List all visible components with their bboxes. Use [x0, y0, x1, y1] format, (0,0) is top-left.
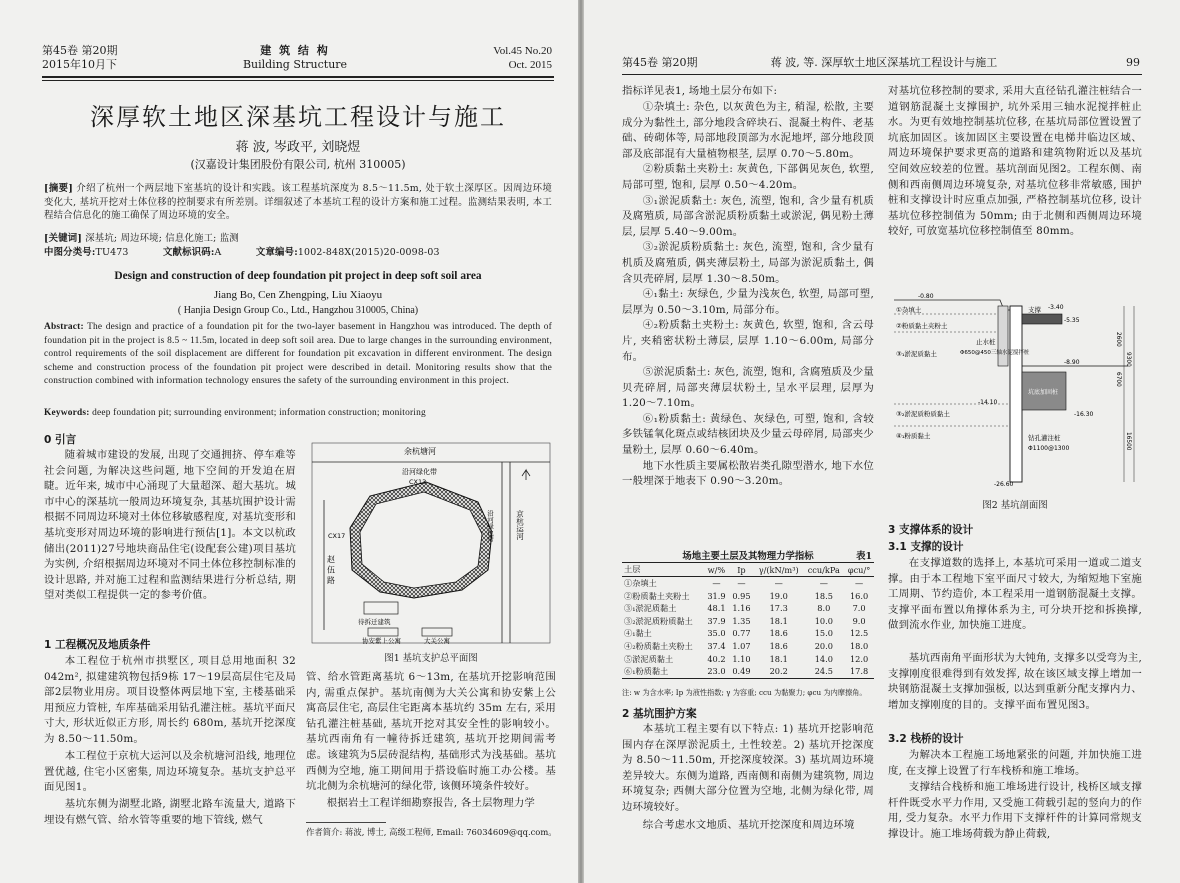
table-cell: 37.9 [707, 615, 726, 626]
section-0-heading: 0 引言 [44, 434, 77, 446]
table-row [622, 590, 874, 603]
soil-layer: ④₁黏土: 灰绿色, 少量为浅灰色, 软塑, 局部可塑, 层厚为 0.50～3.10m, 局部分布。 [622, 288, 874, 316]
table-row [622, 602, 874, 615]
table-cell: 0.95 [732, 590, 751, 601]
table-cell: 17.8 [849, 666, 869, 677]
fig2-level-080: -0.80 [918, 293, 934, 300]
table-cell: ④₁黏土 [624, 628, 652, 639]
fig2-pile-spec: Φ1100@1300 [1028, 445, 1070, 452]
overview-paragraph-2: 本工程位于京杭大运河以及余杭塘河沿线, 地理位置优越, 住宅小区密集, 周边环境复杂。基坑支护总平面见图1。 [44, 750, 296, 794]
fig1-greenbelt2-label: 沿河绿化带 [486, 510, 494, 543]
table-cell: 31.9 [707, 590, 726, 601]
intro-paragraph: 随着城市建设的发展, 出现了交通拥挤、停车难等社会问题, 为解决这些问题, 地下空间的开发迫在眉睫。近年来, 城市中心涌现了大量超深、超大基坑。城市中心的深基坑一般周边环境复杂, 其基坑围护设计需根据不同周边环境对土体位移敏感程度, 对基坑变形和基坑变形对周边环境的影响进行预估[1]。本文以杭政储出(2011)27号地块商品住宅(设配套公建)项目基坑为实例, 介绍根据周边环境对不同土体位移控制标准的设计思路, 并对施工过程和监测结果进行分析总结, 期望对类似工程提供一定的参考价值。 [44, 449, 296, 602]
table-cell: 40.2 [707, 653, 726, 664]
strut-design-paragraph-1: 在支撑道数的选择上, 本基坑可采用一道或二道支撑。由于本工程地下室平面尺寸较大, 为缩短地下室施工周期、节约造价, 本工程采用一道钢筋混凝土支撑。支撑平面布置以角撑体系为主, 可分块开挖和拆换撑, 做到流水作业, 加快施工进度。 [888, 557, 1142, 632]
author-footnote: 作者简介: 蒋波, 博士, 高级工程师, Email: 76034609@qq.com。 [306, 827, 557, 837]
table-cell: 7.0 [852, 603, 866, 614]
table-cell: 1.16 [732, 603, 751, 614]
figure-1-caption: 图1 基坑支护总平面图 [384, 653, 478, 664]
table-cell: 10.0 [814, 615, 833, 626]
fig2-level-2660: -26.60 [994, 481, 1014, 488]
table-1-note: 注: w 为含水率; Ip 为液性指数; γ 为容重; ccu 为黏聚力; φcu 为内摩擦角。 [622, 688, 867, 697]
table-cell: — [819, 578, 828, 588]
table-row [622, 665, 874, 678]
table-cell: 19.0 [769, 590, 788, 601]
table-cell: 0.49 [732, 666, 751, 677]
en-affiliation: ( Hanjia Design Group Co., Ltd., Hangzhou 310005, China) [177, 305, 419, 316]
table-cell: ⑤淤泥质黏土 [624, 653, 674, 664]
figure-2-section [888, 292, 1142, 492]
fig2-layer-41: ④₁粉质黏土 [896, 432, 931, 440]
table-cell: ④₂粉质黏土夹粉土 [624, 640, 693, 651]
table-cell: — [774, 578, 783, 588]
fig1-demolish-label: 待拆迁建筑 [358, 618, 391, 626]
table-cell: 18.6 [769, 640, 788, 651]
table-cell: 35.0 [707, 628, 726, 639]
fig2-dim-2600: 2600 [1115, 332, 1121, 347]
fig1-road-label: 赵 伍 路 [326, 555, 336, 585]
table-cell: 18.1 [769, 653, 788, 664]
soil-layer: ①杂填土: 杂色, 以灰黄色为主, 稍湿, 松散, 主要成分为黏性土, 部分地段含碎块石、混凝土构件、老基础、砖砌体等, 局部地段顶部为水泥地坪, 部分地段顶部及底部混有大量植物根茎, 层厚 0.70～5.80m。 [622, 101, 874, 160]
header-rule [42, 76, 554, 78]
table-cell: 18.5 [814, 590, 833, 601]
fig2-layer-32: ③₂淤泥质粉质黏土 [896, 410, 950, 418]
table-header-cell: Ip [737, 564, 746, 575]
fig2-layer-2: ②粉质黏土夹粉土 [896, 322, 948, 330]
table-1-title: 场地主要土层及其物理力学指标 表1 [682, 551, 872, 562]
section-1-heading: 1 工程概况及地质条件 [44, 639, 151, 651]
header-journal: 建 筑 结 构 Building Structure [242, 44, 348, 71]
fig1-cx17-label: CX17 [328, 532, 346, 540]
en-keywords: Keywords: deep foundation pit; surrounding environment; information construction; monitoring [44, 408, 426, 418]
soil-layer: ④₂粉质黏土夹粉土: 灰黄色, 软塑, 饱和, 含云母片, 夹稍密状粉土薄层, 层厚 1.10～6.00m, 局部分布。 [622, 319, 874, 363]
paper-title: 深厚软土地区深基坑工程设计与施工 [90, 103, 506, 131]
trestle-paragraph-2: 支撑结合栈桥和施工堆场进行设计, 栈桥区域支撑杆件既受水平力作用, 又受施工荷载引起的竖向力的作用, 受力复杂。水平力作用下支撑杆件的计算同常规支撑设计。施工堆场荷载为静止荷载, [888, 781, 1142, 840]
table-cell: 8.0 [817, 603, 831, 614]
table-cell: 1.10 [732, 653, 751, 664]
table-1 [622, 562, 874, 679]
table-cell: 48.1 [707, 603, 726, 614]
table-cell: 18.0 [849, 640, 869, 651]
fig2-reinforce-label: 坑底加固桩 [1028, 389, 1059, 396]
table-cell: ③₁淤泥质黏土 [624, 603, 677, 614]
table-cell: 12.5 [849, 628, 869, 639]
fig2-dim-9300: 9300 [1125, 352, 1131, 367]
fig1-canal-label: 京杭运河 [515, 510, 525, 540]
table-cell: 12.0 [849, 653, 869, 664]
section-2-heading: 2 基坑围护方案 [622, 708, 697, 720]
table-header-cell: 土层 [624, 564, 641, 574]
fig2-level-535: -5.35 [1064, 317, 1080, 324]
abstract: [摘要] 介绍了杭州一个两层地下室基坑的设计和实践。该工程基坑深度为 8.5～11.5m, 处于软土深厚区。因周边环境变化大, 基坑开挖对土体位移的控制要求有所差别。详细叙述了本基坑工程的设计方案和施工过程。监测结果表明, 本工程结合信息化的施工确保了周边环境的安全。 [44, 183, 553, 221]
table-cell: ③₂淤泥质粉质黏土 [624, 615, 693, 626]
table-cell: 24.5 [814, 666, 833, 677]
table-row [622, 627, 874, 640]
right-page [584, 0, 1180, 883]
fig2-level-1630: -16.30 [1074, 411, 1094, 418]
table-cell: 9.0 [852, 615, 866, 626]
table-cell: 20.0 [814, 640, 833, 651]
fig2-layer-1: ①杂填土 [896, 306, 922, 314]
table-cell: 1.07 [732, 640, 751, 651]
table-cell: ⑥₁粉质黏土 [624, 666, 669, 677]
north-arrow-icon [522, 470, 530, 480]
table-row [622, 640, 874, 653]
table-cell: — [737, 578, 746, 588]
section-3-2-heading: 3.2 栈桥的设计 [888, 733, 964, 745]
strut-design-paragraph-2: 基坑西南角平面形状为大钝角, 支撑多以受弯为主, 支撑刚度很难得到有效发挥, 故在该区域支撑上增加一块钢筋混凝土支撑加强板, 以达到重新分配支撑内力、增加支撑刚度的目的。支撑平面布置见图3。 [888, 652, 1142, 711]
section-3-1-heading: 3.1 支撑的设计 [888, 541, 964, 553]
table-header-cell: φcu/° [847, 564, 871, 575]
table-row [622, 577, 874, 590]
figure-1-site-plan [306, 440, 556, 648]
fig2-bored-pile [1010, 306, 1022, 482]
table-cell: ①杂填土 [624, 578, 657, 588]
table-cell: — [712, 578, 721, 588]
header-volume: 第45卷 第20期 [622, 56, 698, 69]
soil-layer: ③₂淤泥质粉质黏土: 灰色, 流塑, 饱和, 含少量有机质及腐殖质, 偶夹薄层粉土, 局部为淤泥质黏土, 偶含贝壳碎屑, 层厚 1.30～8.50m。 [622, 241, 874, 285]
geology-intro: 根据岩土工程详细勘察报告, 各土层物理力学 [326, 797, 536, 809]
table-cell: 0.77 [732, 628, 751, 639]
header-page-number: 99 [1126, 56, 1140, 69]
en-title: Design and construction of deep foundation pit project in deep soft soil area [114, 270, 482, 282]
fig1-greenbelt-label: 沿河绿化带 [402, 468, 437, 476]
fig2-strut-label: 支撑 [1028, 306, 1041, 314]
fig2-pile-label: 钻孔灌注桩 [1028, 434, 1061, 442]
table-cell: 16.0 [849, 590, 869, 601]
soil-layer: ⑤淤泥质黏土: 灰色, 流塑, 饱和, 含腐殖质及少量贝壳碎屑, 局部夹薄层状粉土, 呈水平层理, 层厚为 1.20～7.10m。 [622, 366, 874, 410]
fig2-curtain-label: 止水桩 [976, 338, 996, 346]
en-authors: Jiang Bo, Cen Zhengping, Liu Xiaoyu [213, 289, 383, 301]
fig2-level-340: -3.40 [1048, 304, 1064, 311]
affiliation: (汉嘉设计集团股份有限公司, 杭州 310005) [190, 158, 406, 171]
fig2-layer-31: ③₁淤泥质黏土 [896, 350, 937, 358]
fig1-cx13-label: CX13 [409, 478, 427, 486]
table-cell: — [854, 578, 864, 588]
fig2-dim-6700: 6700 [1115, 372, 1121, 387]
table-header-cell: γ/(kN/m³) [758, 564, 799, 575]
groundwater-paragraph: 地下水性质主要属松散岩类孔隙型潜水, 地下水位一般埋深于地表下 0.90～3.20m。 [622, 459, 874, 488]
table-cell: 23.0 [707, 666, 726, 677]
fig2-level-1410: -14.10 [978, 399, 998, 406]
soil-layer: ②粉质黏土夹粉土: 灰黄色, 下部偶见灰色, 软塑, 局部可塑, 饱和, 层厚 0.50～4.20m。 [622, 163, 874, 191]
table-cell: 20.2 [769, 666, 788, 677]
overview-paragraph-3: 基坑东侧为湖墅北路, 湖墅北路车流量大, 道路下埋设有燃气管、给水管等重要的地下管线, 燃气 [44, 798, 296, 826]
fig1-apt2-label: 大关公寓 [424, 637, 450, 645]
table-cell: 37.4 [707, 640, 726, 651]
fig1-apt1-label: 协安紫上公寓 [362, 637, 401, 645]
header-running-title: 蒋 波, 等. 深厚软土地区深基坑工程设计与施工 [770, 56, 998, 69]
table-cell: ②粉质黏土夹粉土 [624, 590, 690, 601]
fig2-curtain-spec: Φ650@450三轴水泥搅拌桩 [960, 350, 1030, 356]
table-cell: 1.35 [732, 615, 751, 626]
soil-layer: ③₁淤泥质黏土: 灰色, 流塑, 饱和, 含少量有机质及腐殖质, 局部含淤泥质粉质黏土或淤泥, 偶见粉土薄层, 层厚 5.40～9.00m。 [622, 194, 874, 238]
header-volume-en: Vol.45 No.20 Oct. 2015 [493, 45, 552, 71]
table-cell: 15.0 [814, 628, 833, 639]
surroundings-paragraph: 管、给水管距离基坑 6～13m, 在基坑开挖影响范围内, 需重点保护。基坑南侧为大关公寓和协安紫上公寓高层住宅, 高层住宅距离本基坑约 35m 左右, 采用钻孔灌注桩基础, 基坑开挖对其安全性的影响较小。基坑西南角有一幢待拆迁建筑, 基坑开挖期间需考虑。该建筑为5层砖混结构, 基础形式为浅基础。基坑西侧为空地, 施工期间用于搭设临时施工办公楼。基坑北侧为余杭塘河的绿化带, 该侧环境条件较好。 [306, 671, 556, 793]
header-volume: 第45卷 第20期 2015年10月下 [42, 44, 118, 71]
table-cell: 14.0 [814, 653, 833, 664]
fig1-river-label: 余杭塘河 [404, 447, 436, 456]
left-page [0, 0, 578, 883]
layers-intro: 指标详见表1, 场地土层分布如下: [622, 85, 778, 97]
trestle-paragraph-1: 为解决本工程施工场地紧张的问题, 并加快施工进度, 在支撑上设置了行车栈桥和施工堆场。 [888, 749, 1142, 777]
en-abstract: Abstract: The design and practice of a foundation pit for the two-layer basement in Hangzhou was introduced. The depth of foundation pit in the project is 8.5 ~ 11.5m, located in deep soft soil area. Due to large changes in the surrounding environment, control requirements of the soil displacement are different for foundation pit excavation in different environment. The design scheme and construction process of the foundation pit project were described in detail. Monitoring results show that the construction combined with information technology ensures the safety of the surrounding environment in this project. [44, 322, 552, 387]
table-row [622, 615, 874, 628]
table-cell: 17.3 [769, 603, 788, 614]
overview-paragraph-1: 本工程位于杭州市拱墅区, 项目总用地面积 32 042m², 拟建建筑物包括9栋 17～19层高层住宅及局部2层物业用房。项目设整体两层地下室, 主楼基础采用预应力管桩, 车库基础采用钻孔灌注桩。基坑平面尺寸大, 形状近似正方形, 周长约 680m, 基坑开挖深度为 8.50～11.50m。 [44, 655, 296, 745]
soil-layer: ⑥₁粉质黏土: 黄绿色、灰绿色, 可塑, 饱和, 含较多铁锰氧化斑点或结核团块及少量云母碎屑, 局部夹少量粉土, 层厚 0.60～6.40m。 [622, 412, 874, 457]
table-cell: 18.6 [769, 628, 788, 639]
fig2-strut [1022, 314, 1062, 324]
authors: 蒋 波, 岑政平, 刘晓煜 [235, 140, 361, 155]
table-header-cell: ccu/kPa [807, 564, 840, 575]
retaining-scheme-paragraph: 对基坑位移控制的要求, 采用大直径钻孔灌注桩结合一道钢筋混凝土支撑围护, 坑外采用三轴水泥搅拌桩止水。为更有效地控制基坑位移, 在基坑局部位置设置了坑底加固区。该加固区主要设置在电梯井临边区域、周边环境保护要求更高的道路和建筑物附近以及基坑空间效应较差的位置。基坑剖面见图2。工程东侧、南侧和西南侧周边环境复杂, 对基坑位移非常敏感, 围护桩和支撑设计时应重点加强, 严格控制基坑位移, 设计基坑位移控制值为 50mm; 由于北侧和西侧周边环境较好, 可放宽基坑位移控制值至 80mm。 [888, 85, 1142, 238]
table-header-cell: w/% [707, 564, 726, 575]
soil-layers-list [622, 100, 874, 490]
keywords: [关键词] 深基坑; 周边环境; 信息化施工; 监测 [44, 233, 239, 244]
table-header-row [622, 563, 874, 577]
table-cell: 18.1 [769, 615, 788, 626]
header-rule [622, 74, 1142, 75]
scheme-paragraph-2: 综合考虑水文地质、基坑开挖深度和周边环境 [642, 819, 855, 831]
fig2-dim-16500: 16500 [1125, 432, 1131, 451]
table-row [622, 653, 874, 666]
fig2-cutoff-curtain [998, 306, 1008, 366]
scheme-paragraph: 本基坑工程主要有以下特点: 1) 基坑开挖影响范围内存在深厚淤泥质土, 土性较差。2) 基坑开挖深度为 8.50～11.50m, 开挖深度较深。3) 基坑周边环境差异较大。东侧为道路, 西南侧和南侧为建筑物, 周边环境复杂; 西侧大部分位置为空地, 北侧为绿化带, 周边环境较好。 [622, 723, 874, 813]
fig2-level-890: -8.90 [1064, 359, 1080, 366]
classification: 中图分类号:TU473 文献标识码:A 文章编号:1002-848X(2015)20-0098-03 [44, 247, 440, 258]
figure-2-caption: 图2 基坑剖面图 [982, 500, 1048, 511]
section-3-heading: 3 支撑体系的设计 [888, 524, 974, 536]
